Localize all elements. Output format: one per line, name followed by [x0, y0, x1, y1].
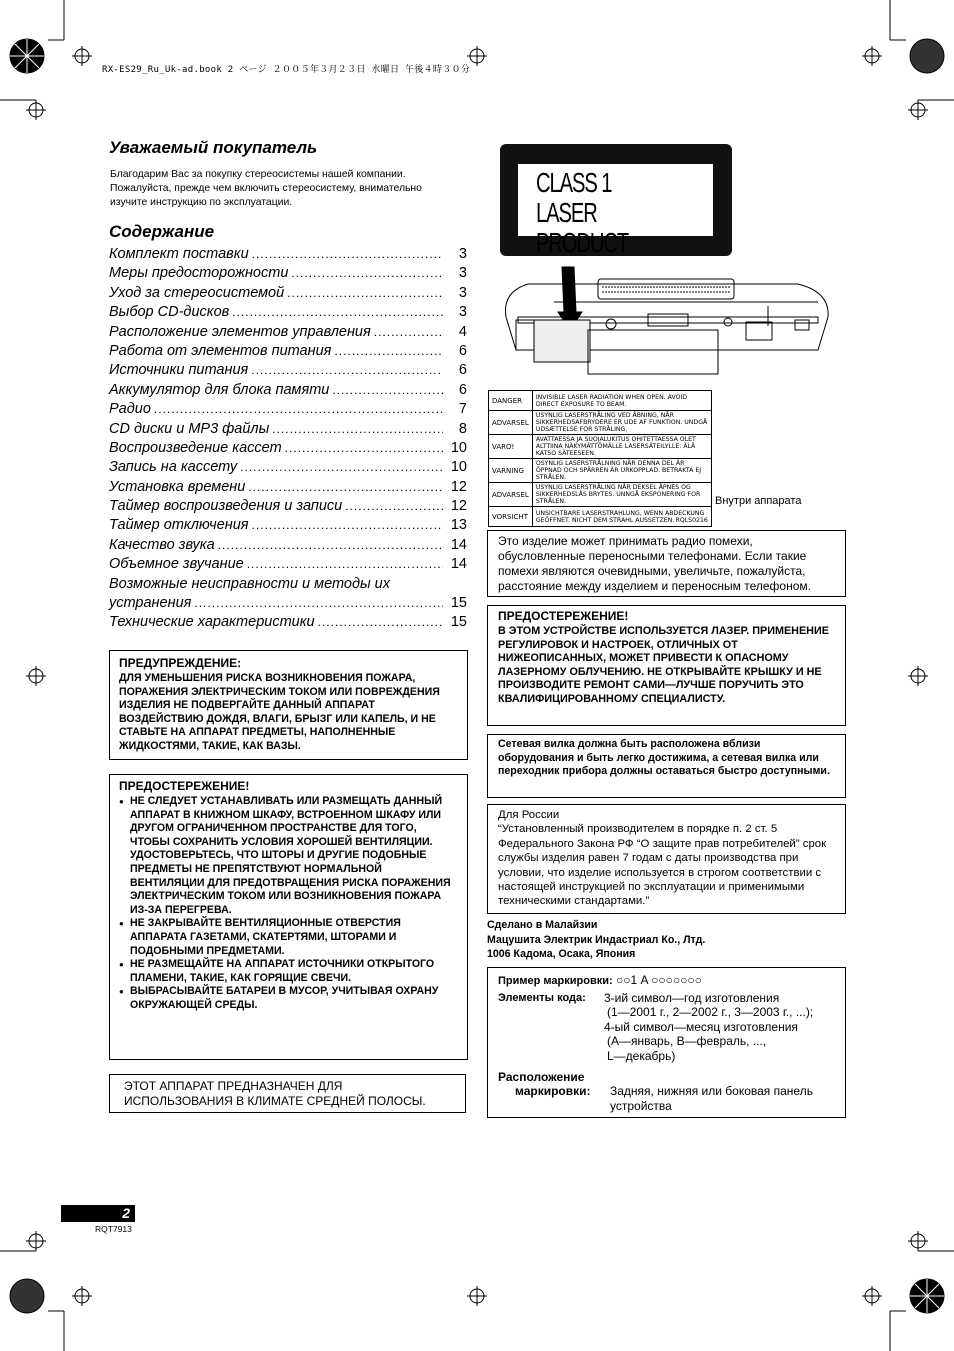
toc-title: Содержание [109, 222, 215, 241]
caution-bullet: ● НЕ ЗАКРЫВАЙТЕ ВЕНТИЛЯЦИОННЫЕ ОТВЕРСТИЯ АППАРАТА ГАЗЕТАМИ, СКАТЕРТЯМИ, ШТОРАМИ И ПОДОБНЫМИ ПРЕДМЕТАМИ. [119, 917, 458, 958]
toc-item[interactable]: Запись на кассету ..... 10 [109, 458, 467, 477]
table-of-contents [109, 245, 467, 633]
toc-item[interactable]: Комплект поставки ..... 3 [109, 245, 467, 264]
toc-item[interactable]: Качество звука ..... 14 [109, 536, 467, 555]
toc-item[interactable]: Воспроизведение кассет ..... 10 [109, 439, 467, 458]
plug-box: Сетевая вилка должна быть расположена вблизи оборудования и быть легко достижима, а сетевая вилка или переходник прибора должны оставаться быстро доступными. [487, 734, 846, 798]
toc-item[interactable]: Таймер воспроизведения и записи ..... 12 [109, 497, 467, 516]
warning-label-key: ADVARSEL [489, 483, 533, 507]
warning-title: ПРЕДУПРЕЖДЕНИЕ: [119, 656, 242, 670]
greeting-title: Уважаемый покупатель [109, 138, 318, 157]
code-line: 4-ый символ—месяц изготовления [604, 1019, 798, 1034]
manufacturer-name: Мацушита Электрик Индастриал Ко., Лтд. [487, 933, 706, 946]
caution-bullet: ● НЕ СЛЕДУЕТ УСТАНАВЛИВАТЬ ИЛИ РАЗМЕЩАТЬ ДАННЫЙ АППАРАТ В КНИЖНОМ ШКАФУ, ВСТРОЕННОМ ШКАФУ ИЛИ ДРУГОМ ОГРАНИЧЕННОМ ПРОСТРАНСТВЕ ДЛЯ ТОГО, ЧТОБЫ СОХРАНИТЬ УСЛОВИЯ ХОРОШЕЙ ВЕНТИЛЯЦИИ. УДОСТОВЕРЬТЕСЬ, ЧТО ШТОРЫ И ДРУГИЕ ПОДОБНЫЕ ПРЕДМЕТЫ НЕ ПРЕПЯТСТВУЮТ НОРМАЛЬНОЙ ВЕНТИЛЯЦИИ ДЛЯ ПРЕДОТВРАЩЕНИЯ РИСКА ПОРАЖЕНИЯ ЭЛЕКТРИЧЕСКИМ ТОКОМ ИЛИ ВОЗНИКНОВЕНИЯ ПОЖАРА ИЗ-ЗА ПЕРЕГРЕВА. [119, 795, 458, 917]
marking-box [487, 967, 846, 1118]
manufacturer-address: 1006 Кадома, Осака, Япония [487, 948, 636, 960]
russia-box [487, 804, 846, 914]
marking-example-value: ○○1 A ○○○○○○○ [616, 973, 702, 987]
laser-caution-title: ПРЕДОСТЕРЕЖЕНИЕ! [498, 609, 629, 623]
location-label-1: Расположение [498, 1069, 585, 1084]
toc-item[interactable]: Таймер отключения ..... 13 [109, 516, 467, 535]
laser-caution-box [487, 605, 846, 726]
code-elements-label: Элементы кода: [498, 991, 586, 1004]
code-elements-list [604, 991, 813, 1064]
laser-label-line1: CLASS 1 [536, 167, 612, 198]
warning-label-text: INVISIBLE LASER RADIATION WHEN OPEN. AVOID DIRECT EXPOSURE TO BEAM. [532, 391, 711, 411]
toc-item[interactable]: Объемное звучание ..... 14 [109, 555, 467, 574]
greeting-text: Благодарим Вас за покупку стереосистемы нашей компании. Пожалуйста, прежде чем включить стереосистему, внимательно изучите инструкцию по эксплуатации. [110, 169, 422, 208]
toc-item[interactable]: Работа от элементов питания ..... 6 [109, 342, 467, 361]
warning-label-key: VORSICHT [489, 507, 533, 527]
caution-box [109, 774, 468, 1060]
caution-bullet: ● ВЫБРАСЫВАЙТЕ БАТАРЕИ В МУСОР, УЧИТЫВАЯ ОХРАНУ ОКРУЖАЮЩЕЙ СРЕДЫ. [119, 985, 458, 1012]
page-number: 2 [61, 1205, 135, 1222]
document-code: RQT7913 [95, 1224, 132, 1234]
label-caption: Внутри аппарата [715, 495, 802, 507]
toc-item[interactable]: CD диски и MP3 файлы ..... 8 [109, 420, 467, 439]
toc-item[interactable]: устранения ..... 15 [109, 594, 467, 613]
warning-label-last-cell [532, 507, 711, 527]
marking-example-label: Пример маркировки: [498, 975, 613, 987]
laser-warning-label [488, 390, 712, 527]
warning-label-text: AVATTAESSA JA SUOJALUKITUS OHITETTAESSA OLET ALTTIINA NÄKYMÄTTÖMÄLLE LASERSÄTEILYLLE. ÄLÄ KATSO SÄTEESEEN. [532, 435, 711, 459]
toc-item[interactable]: Расположение элементов управления ..... 4 [109, 323, 467, 342]
russia-text: “Установленный производителем в порядке п. 2 ст. 5 Федерального Закона РФ “О защите прав потребителей” срок службы изделия равен 7 годам с даты производства при условии, что изделие используется в строгом соответствии с настоящей инструкцией по эксплуатации и применимыми техническими стандартами.” [498, 823, 827, 908]
laser-caution-text: В ЭТОМ УСТРОЙСТВЕ ИСПОЛЬЗУЕТСЯ ЛАЗЕР. ПРИМЕНЕНИЕ РЕГУЛИРОВОК И НАСТРОЕК, ОТЛИЧНЫХ ОТ НИЖЕОПИСАННЫХ, МОЖЕТ ПРИВЕСТИ К ОПАСНОМУ ЛАЗЕРНОМУ ОБЛУЧЕНИЮ. НЕ ОТКРЫВАЙТЕ КРЫШКУ И НЕ ПРОИЗВОДИТЕ РЕМОНТ САМИ—ЛУЧШЕ ПОРУЧИТЬ ЭТО КВАЛИФИЦИРОВАННОМУ СПЕЦИАЛИСТУ. [498, 625, 829, 705]
toc-item[interactable]: Уход за стереосистемой ..... 3 [109, 284, 467, 303]
warning-label-text: UNSICHTBARE LASERSTRAHLUNG, WENN ABDECKUNG GEÖFFNET. NICHT DEM STRAHL AUSSETZEN. [535, 509, 705, 524]
toc-item-line1[interactable]: Возможные неисправности и методы их [109, 575, 390, 592]
code-line: L—декабрь) [607, 1048, 676, 1063]
toc-item[interactable]: Меры предосторожности ..... 3 [109, 264, 467, 283]
code-line: (1—2001 г., 2—2002 г., 3—2003 г., ...); [607, 1005, 814, 1020]
warning-text: ДЛЯ УМЕНЬШЕНИЯ РИСКА ВОЗНИКНОВЕНИЯ ПОЖАРА, ПОРАЖЕНИЯ ЭЛЕКТРИЧЕСКИМ ТОКОМ ИЛИ ПОВРЕЖДЕНИЯ ИЗДЕЛИЯ НЕ ПОДВЕРГАЙТЕ ДАННЫЙ АППАРАТ ВОЗДЕЙСТВИЮ ДОЖДЯ, ВЛАГИ, БРЫЗГ ИЛИ КАПЕЛЬ, И НЕ СТАВЬТЕ НА АППАРАТ ПРЕДМЕТЫ, НАПОЛНЕННЫЕ ЖИДКОСТЯМИ, ТАКИЕ, КАК ВАЗЫ. [119, 672, 440, 752]
warning-label-key: ADVARSEL [489, 411, 533, 435]
warning-label-text: OSYNLIG LASERSTRÅLNING NÄR DENNA DEL ÄR ÖPPNAD OCH SPÄRREN ÄR URKOPPLAD. BETRAKTA EJ STRÅLEN. [532, 459, 711, 483]
print-header: RX-ES29_Ru_Uk-ad.book 2 ページ ２００５年３月２３日 水曜日 午後４時３０分 [102, 65, 471, 75]
warning-label-key: VARO! [489, 435, 533, 459]
toc-item[interactable]: Источники питания ..... 6 [109, 361, 467, 380]
warning-label-key: VARNING [489, 459, 533, 483]
warning-box [109, 650, 468, 760]
interference-box: Это изделие может принимать радио помехи, обусловленные переносными телефонами. Если такие помехи являются очевидными, увеличьте, пожалуйста, расстояние между изделием и переносным телефоном. [487, 530, 846, 597]
toc-item[interactable]: Установка времени ..... 12 [109, 478, 467, 497]
warning-label-text: USYNLIG LASERSTRÅLING VED ÅBNING, NÅR SIKKERHEDSAFBRYDERE ER UDE AF FUNKTION. UNDGÅ UDSÆTTELSE FOR STRÅLING. [532, 411, 711, 435]
location-label-2: маркировки: [515, 1084, 591, 1099]
laser-label-line2: LASER PRODUCT [536, 197, 629, 258]
laser-product-label [500, 144, 732, 256]
code-line: 3-ий символ—год изготовления [604, 990, 780, 1005]
warning-label-key: DANGER [489, 391, 533, 411]
climate-box: ЭТОТ АППАРАТ ПРЕДНАЗНАЧЕН ДЛЯ ИСПОЛЬЗОВАНИЯ В КЛИМАТЕ СРЕДНЕЙ ПОЛОСЫ. [109, 1074, 466, 1113]
caution-bullet: ● НЕ РАЗМЕЩАЙТЕ НА АППАРАТ ИСТОЧНИКИ ОТКРЫТОГО ПЛАМЕНИ, ТАКИЕ, КАК ГОРЯЩИЕ СВЕЧИ. [119, 958, 458, 985]
toc-item[interactable]: Аккумулятор для блока памяти ..... 6 [109, 381, 467, 400]
warning-label-text: USYNLIG LASERSTRÅLING NÅR DEKSEL ÅPNES OG SIKKERHEDSLÅS BRYTES. UNNGÅ EKSPONERING FOR STRÅLEN. [532, 483, 711, 507]
manufacturer-info [487, 918, 705, 962]
toc-item[interactable]: Выбор CD-дисков ..... 3 [109, 303, 467, 322]
toc-item[interactable]: Технические характеристики ..... 15 [109, 613, 467, 632]
toc-item[interactable]: Радио ..... 7 [109, 400, 467, 419]
code-line: (А—январь, В—февраль, ..., [607, 1034, 767, 1049]
location-value: Задняя, нижняя или боковая панель устройства [610, 1084, 813, 1113]
made-in: Сделано в Малайзии [487, 919, 598, 931]
device-illustration [498, 262, 838, 382]
caution-title: ПРЕДОСТЕРЕЖЕНИЕ! [119, 779, 250, 793]
russia-title: Для России [498, 809, 560, 821]
warning-label-code: RQLS0216 [675, 516, 708, 524]
